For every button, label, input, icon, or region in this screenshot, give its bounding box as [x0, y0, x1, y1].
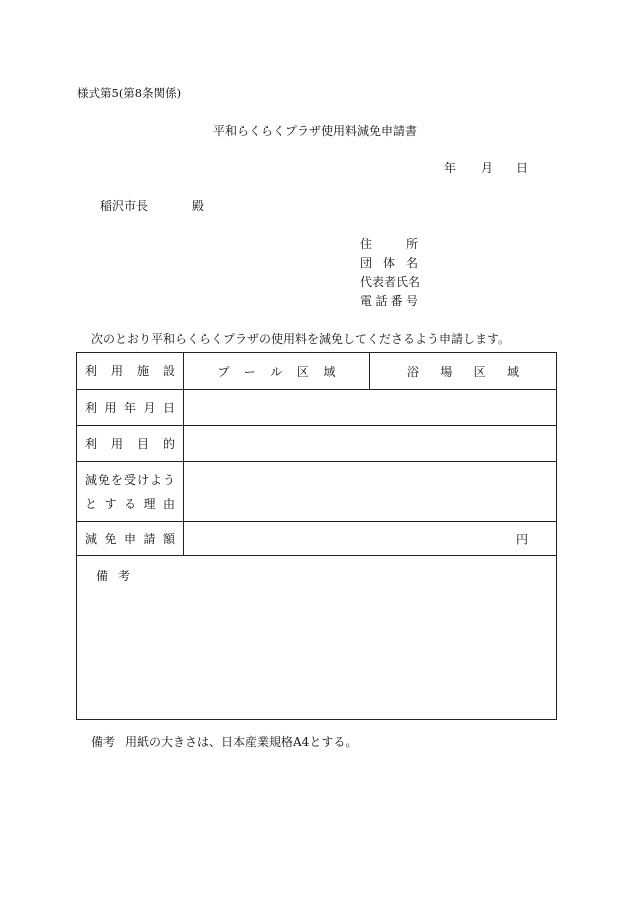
date-day-label: 日	[516, 161, 529, 175]
reduction-amount-row	[77, 522, 556, 556]
usage-purpose-label: 利用目的	[85, 436, 175, 451]
addressee	[100, 197, 204, 214]
reduction-reason-field[interactable]	[184, 462, 556, 521]
addressee-honorific: 殿	[192, 199, 205, 213]
facility-row	[77, 353, 556, 390]
usage-date-label: 利用年月日	[85, 400, 175, 415]
date-month-label: 月	[481, 161, 494, 175]
reduction-reason-row	[77, 462, 556, 522]
applicant-representative-label: 代表者氏名	[360, 275, 421, 289]
usage-date-row	[77, 390, 556, 426]
applicant-address-label: 住所	[360, 237, 418, 251]
usage-purpose-field[interactable]	[184, 426, 556, 461]
reduction-amount-label: 減免申請額	[85, 531, 175, 546]
footnote	[91, 733, 357, 750]
facility-bath-option[interactable]: 浴場区域	[407, 364, 519, 379]
addressee-name: 稲沢市長	[100, 199, 149, 213]
footnote-label: 備考	[91, 735, 116, 749]
remarks-label: 備考	[96, 569, 130, 583]
facility-pool-option[interactable]: プール区域	[184, 353, 370, 389]
usage-purpose-row	[77, 426, 556, 462]
form-number: 様式第5(第8条関係)	[77, 86, 182, 100]
applicant-phone-label: 電話番号	[360, 294, 418, 308]
usage-date-field[interactable]	[184, 390, 556, 425]
intro-text: 次のとおり平和らくらくプラザの使用料を減免してくださるよう申請します。	[91, 332, 511, 346]
footnote-text: 用紙の大きさは、日本産業規格A4とする。	[125, 735, 358, 749]
reduction-amount-field[interactable]	[184, 522, 556, 555]
application-table	[76, 352, 557, 720]
applicant-group-name-label: 団体名	[360, 256, 418, 270]
remarks-row[interactable]	[77, 556, 556, 719]
facility-label: 利用施設	[85, 364, 175, 378]
amount-unit-yen: 円	[515, 532, 528, 546]
date-year-label: 年	[444, 161, 457, 175]
form-title: 平和らくらくプラザ使用料減免申請書	[212, 124, 417, 138]
reduction-reason-label: 減免を受けよう とする理由	[85, 472, 175, 511]
